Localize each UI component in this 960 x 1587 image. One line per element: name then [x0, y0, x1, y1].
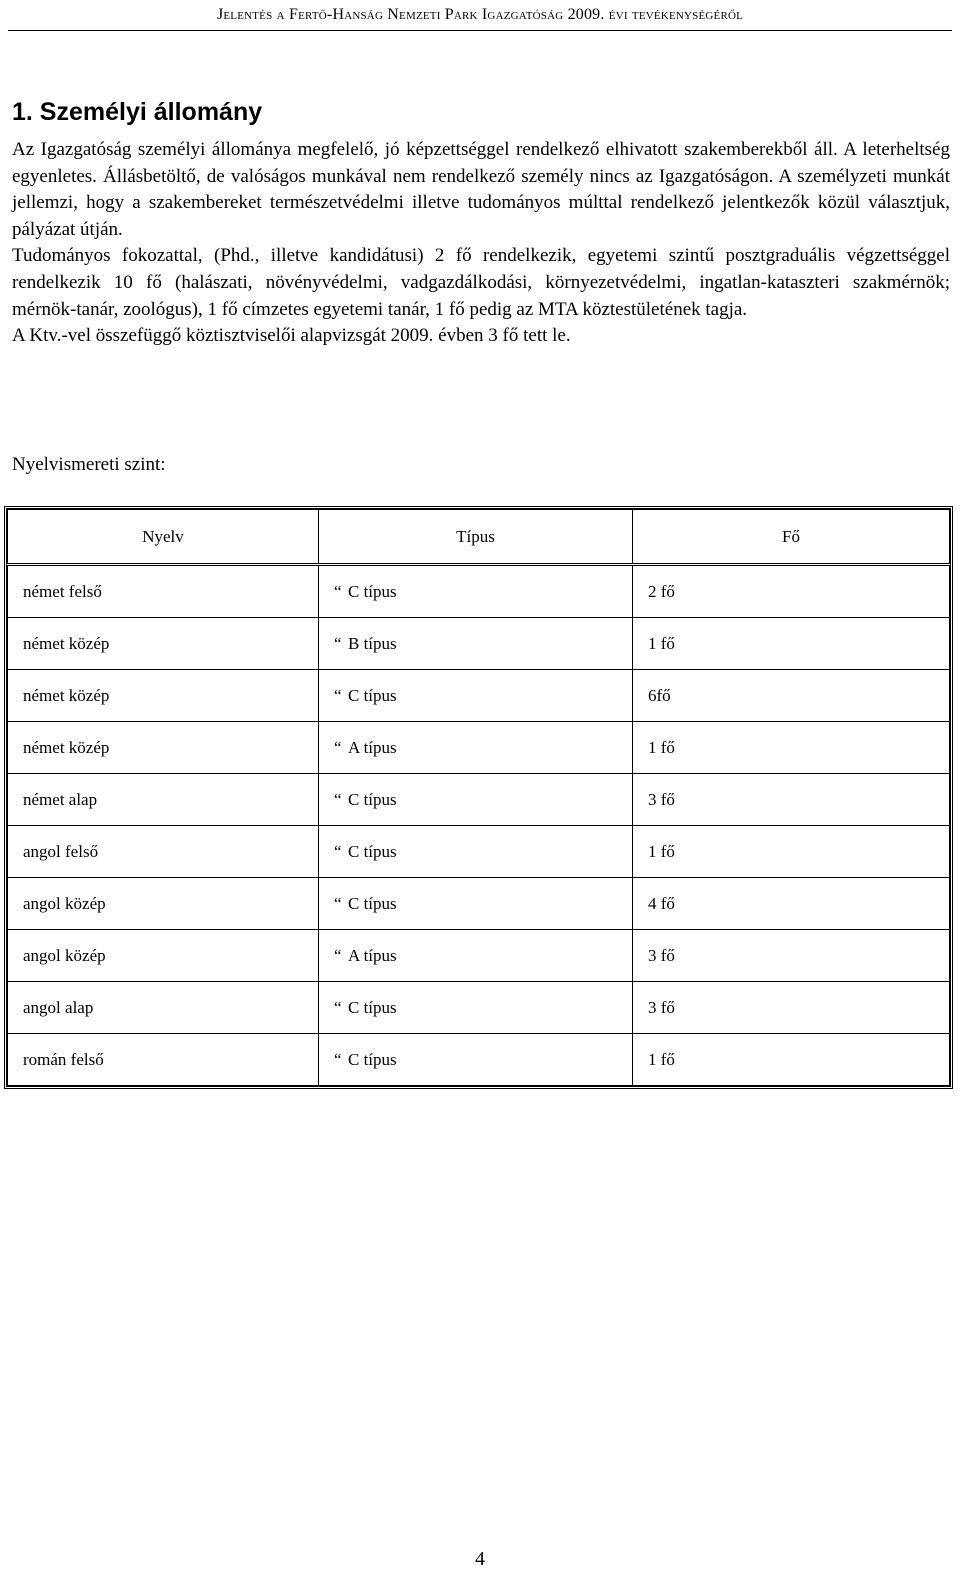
- open-quote-mark: “: [334, 789, 342, 809]
- type-cell: [319, 670, 633, 722]
- language-table-body: [8, 565, 950, 1086]
- table-row: [8, 565, 950, 618]
- type-cell: [319, 930, 633, 982]
- type-label: C típus: [348, 1049, 397, 1069]
- column-header-language: Nyelv: [8, 510, 319, 565]
- language-level-caption: Nyelvismereti szint:: [12, 454, 166, 475]
- paragraph-qualifications: Tudományos fokozattal, (Phd., illetve kandidátusi) 2 fő rendelkezik, egyetemi szintű posztgraduális végzettséggel rendelkezik 10 fő (halászati, növényvédelmi, vadgazdálkodási, környezetvédelmi, ingatlan-kataszteri szakmérnök; mérnök-tanár, zoológus), 1 fő címzetes egyetemi tanár, 1 fő pedig az MTA köztestületének tagja.: [12, 245, 950, 320]
- open-quote-mark: “: [334, 945, 342, 965]
- type-label: A típus: [348, 737, 397, 757]
- language-cell: német közép: [8, 722, 319, 774]
- type-label: C típus: [348, 997, 397, 1017]
- page-number: 4: [475, 1548, 485, 1570]
- language-cell: angol közép: [8, 878, 319, 930]
- body-text: [12, 137, 950, 350]
- language-cell: angol alap: [8, 982, 319, 1034]
- open-quote-mark: “: [334, 1049, 342, 1069]
- language-cell: német közép: [8, 670, 319, 722]
- table-row: [8, 826, 950, 878]
- count-cell: 6fő: [633, 670, 950, 722]
- count-cell: 3 fő: [633, 774, 950, 826]
- paragraph-staff-overview: Az Igazgatóság személyi állománya megfelelő, jó képzettséggel rendelkező elhivatott szakemberekből áll. A leterheltség egyenletes. Állásbetöltő, de valóságos munkával nem rendelkező személy nincs az Igazgatóságon. A személyzeti munkát jellemzi, hogy a szakembereket természetvédelmi illetve tudományos múlttal rendelkező jelentkezők közül választjuk, pályázat útján.: [12, 139, 950, 240]
- open-quote-mark: “: [334, 893, 342, 913]
- open-quote-mark: “: [334, 997, 342, 1017]
- type-cell: [319, 722, 633, 774]
- open-quote-mark: “: [334, 841, 342, 861]
- count-cell: 3 fő: [633, 982, 950, 1034]
- count-cell: 1 fő: [633, 826, 950, 878]
- count-cell: 1 fő: [633, 1034, 950, 1086]
- open-quote-mark: “: [334, 737, 342, 757]
- paragraph-exam: A Ktv.-vel összefüggő köztisztviselői alapvizsgát 2009. évben 3 fő tett le.: [12, 325, 571, 347]
- type-label: C típus: [348, 841, 397, 861]
- type-label: B típus: [348, 633, 397, 653]
- column-header-type: Típus: [319, 510, 633, 565]
- page-header: Jelentés a Fertő-Hanság Nemzeti Park Igazgatóság 2009. évi tevékenységéről: [216, 6, 744, 23]
- type-label: C típus: [348, 685, 397, 705]
- language-cell: angol közép: [8, 930, 319, 982]
- open-quote-mark: “: [334, 581, 342, 601]
- type-cell: [319, 1034, 633, 1086]
- language-cell: román felső: [8, 1034, 319, 1086]
- count-cell: 3 fő: [633, 930, 950, 982]
- type-cell: [319, 618, 633, 670]
- table-row: [8, 774, 950, 826]
- type-cell: [319, 774, 633, 826]
- type-label: C típus: [348, 893, 397, 913]
- open-quote-mark: “: [334, 685, 342, 705]
- count-cell: 2 fő: [633, 565, 950, 618]
- table-row: [8, 1034, 950, 1086]
- language-table: [7, 509, 950, 1086]
- language-cell: német felső: [8, 565, 319, 618]
- section-title: 1. Személyi állomány: [12, 98, 263, 126]
- table-row: [8, 930, 950, 982]
- open-quote-mark: “: [334, 633, 342, 653]
- language-cell: angol felső: [8, 826, 319, 878]
- table-header-row: [8, 510, 950, 565]
- count-cell: 1 fő: [633, 722, 950, 774]
- type-cell: [319, 826, 633, 878]
- type-label: C típus: [348, 581, 397, 601]
- table-row: [8, 618, 950, 670]
- language-table-frame: [4, 506, 953, 1089]
- table-row: [8, 982, 950, 1034]
- type-cell: [319, 982, 633, 1034]
- type-cell: [319, 878, 633, 930]
- table-row: [8, 878, 950, 930]
- table-row: [8, 670, 950, 722]
- count-cell: 1 fő: [633, 618, 950, 670]
- count-cell: 4 fő: [633, 878, 950, 930]
- language-cell: német közép: [8, 618, 319, 670]
- column-header-count: Fő: [633, 510, 950, 565]
- type-cell: [319, 565, 633, 618]
- header-divider: [8, 30, 952, 31]
- type-label: C típus: [348, 789, 397, 809]
- language-cell: német alap: [8, 774, 319, 826]
- table-row: [8, 722, 950, 774]
- type-label: A típus: [348, 945, 397, 965]
